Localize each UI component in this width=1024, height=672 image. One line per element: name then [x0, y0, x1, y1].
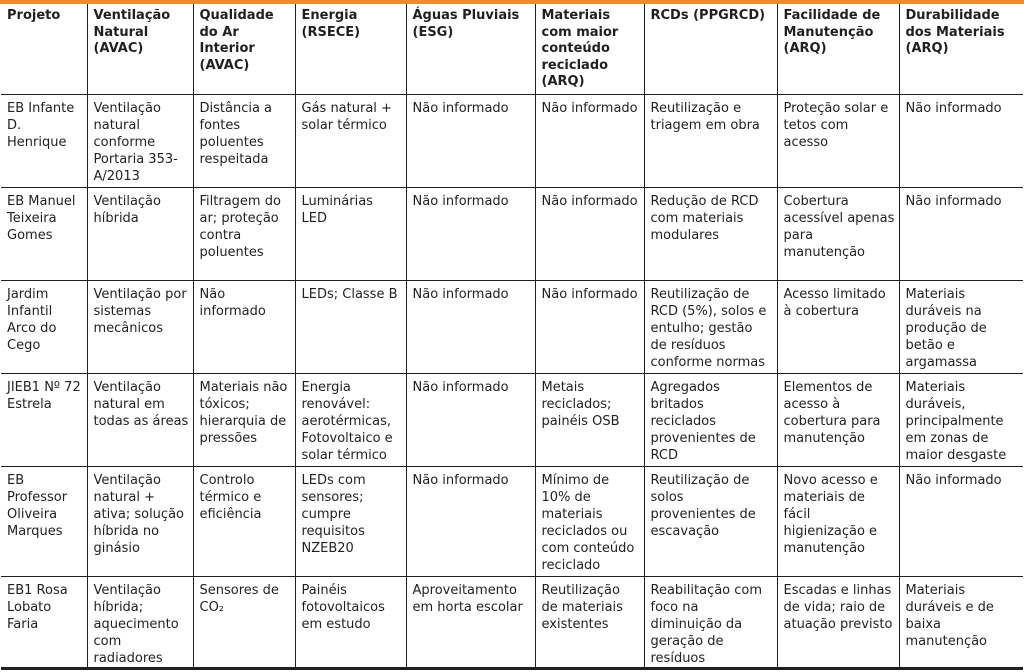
cell-qualidade-ar: Sensores de CO₂ [193, 577, 295, 669]
cell-projeto: Jardim Infantil Arco do Cego [1, 281, 87, 374]
cell-ventilacao: Ventilação por sistemas mecânicos [87, 281, 193, 374]
cell-materiais-reciclados: Não informado [535, 95, 644, 188]
table-row [1, 281, 1023, 374]
cell-projeto: EB Manuel Teixeira Gomes [1, 188, 87, 281]
cell-projeto: EB Professor Oliveira Marques [1, 467, 87, 577]
cell-manutencao: Escadas e linhas de vida; raio de atuação previsto [777, 577, 899, 669]
cell-durabilidade: Materiais duráveis, principalmente em zonas de maior desgaste [899, 374, 1023, 467]
cell-ventilacao: Ventilação natural em todas as áreas [87, 374, 193, 467]
cell-durabilidade: Não informado [899, 467, 1023, 577]
cell-durabilidade: Materiais duráveis na produção de betão e argamassa [899, 281, 1023, 374]
cell-projeto: EB1 Rosa Lobato Faria [1, 577, 87, 669]
cell-energia: Gás natural + solar térmico [295, 95, 406, 188]
cell-manutencao: Proteção solar e tetos com acesso [777, 95, 899, 188]
cell-rcds: Redução de RCD com materiais modulares [644, 188, 777, 281]
header-energia: Energia (RSECE) [295, 4, 406, 95]
cell-energia: LEDs; Classe B [295, 281, 406, 374]
header-materiais-reciclados: Materiais com maior conteúdo reciclado (ARQ) [535, 4, 644, 95]
sustainability-criteria-table [1, 4, 1023, 670]
cell-ventilacao: Ventilação natural + ativa; solução híbrida no ginásio [87, 467, 193, 577]
cell-ventilacao: Ventilação híbrida [87, 188, 193, 281]
cell-materiais-reciclados: Metais reciclados; painéis OSB [535, 374, 644, 467]
cell-ventilacao: Ventilação natural conforme Portaria 353-A/2013 [87, 95, 193, 188]
cell-aguas-pluviais: Aproveitamento em horta escolar [406, 577, 535, 669]
cell-energia: LEDs com sensores; cumpre requisitos NZEB20 [295, 467, 406, 577]
cell-aguas-pluviais: Não informado [406, 95, 535, 188]
cell-energia: Painéis fotovoltaicos em estudo [295, 577, 406, 669]
cell-materiais-reciclados: Reutilização de materiais existentes [535, 577, 644, 669]
table-row [1, 467, 1023, 577]
cell-energia: Energia renovável: aerotérmicas, Fotovoltaico e solar térmico [295, 374, 406, 467]
cell-manutencao: Acesso limitado à cobertura [777, 281, 899, 374]
cell-manutencao: Novo acesso e materiais de fácil higienização e manutenção [777, 467, 899, 577]
cell-projeto: JIEB1 Nº 72 Estrela [1, 374, 87, 467]
cell-qualidade-ar: Distância a fontes poluentes respeitada [193, 95, 295, 188]
header-durabilidade-materiais: Durabilidade dos Materiais (ARQ) [899, 4, 1023, 95]
header-facilidade-manutencao: Facilidade de Manutenção (ARQ) [777, 4, 899, 95]
cell-rcds: Reabilitação com foco na diminuição da geração de resíduos [644, 577, 777, 669]
header-qualidade-ar-interior: Qualidade do Ar Interior (AVAC) [193, 4, 295, 95]
cell-manutencao: Elementos de acesso à cobertura para manutenção [777, 374, 899, 467]
cell-rcds: Reutilização de solos provenientes de escavação [644, 467, 777, 577]
cell-aguas-pluviais: Não informado [406, 281, 535, 374]
header-aguas-pluviais: Águas Pluviais (ESG) [406, 4, 535, 95]
table-row [1, 188, 1023, 281]
cell-materiais-reciclados: Mínimo de 10% de materiais reciclados ou com conteúdo reciclado [535, 467, 644, 577]
cell-ventilacao: Ventilação híbrida; aquecimento com radiadores [87, 577, 193, 669]
cell-materiais-reciclados: Não informado [535, 281, 644, 374]
header-projeto: Projeto [1, 4, 87, 95]
cell-durabilidade: Materiais duráveis e de baixa manutenção [899, 577, 1023, 669]
cell-aguas-pluviais: Não informado [406, 374, 535, 467]
cell-qualidade-ar: Controlo térmico e eficiência [193, 467, 295, 577]
cell-qualidade-ar: Não informado [193, 281, 295, 374]
cell-materiais-reciclados: Não informado [535, 188, 644, 281]
cell-energia: Luminárias LED [295, 188, 406, 281]
cell-aguas-pluviais: Não informado [406, 188, 535, 281]
cell-qualidade-ar: Materiais não tóxicos; hierarquia de pressões [193, 374, 295, 467]
table-header-row [1, 4, 1023, 95]
cell-aguas-pluviais: Não informado [406, 467, 535, 577]
table-row [1, 374, 1023, 467]
header-ventilacao-natural: Ventilação Natural (AVAC) [87, 4, 193, 95]
table-row [1, 577, 1023, 669]
cell-durabilidade: Não informado [899, 188, 1023, 281]
cell-rcds: Reutilização e triagem em obra [644, 95, 777, 188]
header-rcds: RCDs (PPGRCD) [644, 4, 777, 95]
cell-projeto: EB Infante D. Henrique [1, 95, 87, 188]
cell-durabilidade: Não informado [899, 95, 1023, 188]
cell-manutencao: Cobertura acessível apenas para manutenção [777, 188, 899, 281]
cell-rcds: Agregados britados reciclados provenientes de RCD [644, 374, 777, 467]
cell-rcds: Reutilização de RCD (5%), solos e entulho; gestão de resíduos conforme normas [644, 281, 777, 374]
cell-qualidade-ar: Filtragem do ar; proteção contra poluentes [193, 188, 295, 281]
table-row [1, 95, 1023, 188]
